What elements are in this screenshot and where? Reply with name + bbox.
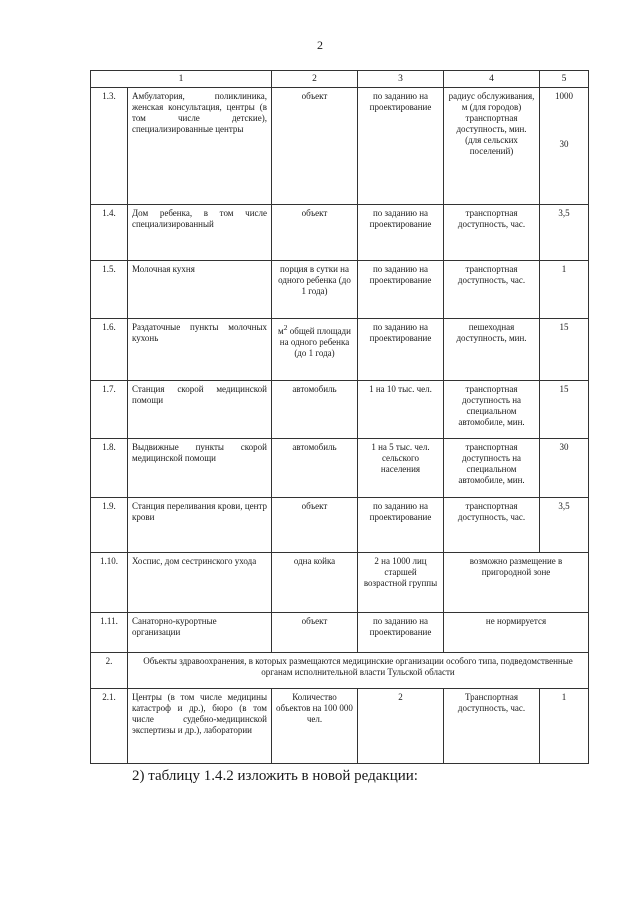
accessibility-limit: 15 <box>540 319 589 381</box>
norms-table <box>90 70 589 764</box>
accessibility-note: не нормируется <box>444 613 589 653</box>
unit-of-measure: одна койка <box>272 553 358 613</box>
norm-value: 1 на 10 тыс. чел. <box>358 381 444 439</box>
criterion-rural: транспортная доступность, мин. (для сельских поселений) <box>456 113 527 156</box>
facility-name: Центры (в том числе медицины катастроф и др.), бюро (в том числе судебно-медицинской экспертизы и др.), лаборатории <box>128 689 272 764</box>
column-header-4: 4 <box>444 71 540 88</box>
amendment-instruction: 2) таблицу 1.4.2 изложить в новой редакции: <box>132 768 418 784</box>
limit-city: 1000 <box>555 91 573 101</box>
unit-superscript: 2 <box>283 323 288 332</box>
facility-name: Санаторно-курортные организации <box>128 613 272 653</box>
table-row <box>91 439 589 498</box>
page-number: 2 <box>317 38 323 52</box>
table-row <box>91 261 589 319</box>
accessibility-criterion: транспортная доступность на специальном автомобиле, мин. <box>444 439 540 498</box>
facility-name: Молочная кухня <box>128 261 272 319</box>
row-number: 1.6. <box>91 319 128 381</box>
row-number: 1.9. <box>91 498 128 553</box>
unit-suffix: общей площади на одного ребенка (до 1 года) <box>279 326 351 358</box>
accessibility-criterion <box>444 88 540 205</box>
row-number: 1.7. <box>91 381 128 439</box>
accessibility-note: возможно размещение в пригородной зоне <box>444 553 589 613</box>
unit-prefix: м <box>278 326 284 336</box>
facility-name: Станция переливания крови, центр крови <box>128 498 272 553</box>
accessibility-limit: 15 <box>540 381 589 439</box>
facility-name: Дом ребенка, в том числе специализированный <box>128 205 272 261</box>
unit-of-measure: объект <box>272 498 358 553</box>
table-row <box>91 553 589 613</box>
row-number: 1.3. <box>91 88 128 205</box>
unit-of-measure: объект <box>272 88 358 205</box>
section-title: Объекты здравоохранения, в которых размещаются медицинские организации особого типа, подведомственные органам исполнительной власти Тульской области <box>128 653 589 689</box>
norm-value: 2 <box>358 689 444 764</box>
accessibility-criterion: транспортная доступность на специальном автомобиле, мин. <box>444 381 540 439</box>
section-number: 2. <box>91 653 128 689</box>
facility-name: Станция скорой медицинской помощи <box>128 381 272 439</box>
norm-value: по заданию на проектирование <box>358 261 444 319</box>
table-row <box>91 613 589 653</box>
accessibility-criterion: транспортная доступность, час. <box>444 205 540 261</box>
accessibility-criterion: Транспортная доступность, час. <box>444 689 540 764</box>
norm-value: по заданию на проектирование <box>358 88 444 205</box>
accessibility-limit: 1 <box>540 689 589 764</box>
accessibility-criterion: транспортная доступность, час. <box>444 498 540 553</box>
unit-of-measure: порция в сутки на одного ребенка (до 1 года) <box>272 261 358 319</box>
column-header-5: 5 <box>540 71 589 88</box>
accessibility-limit: 3,5 <box>540 205 589 261</box>
row-number: 2.1. <box>91 689 128 764</box>
row-number: 1.10. <box>91 553 128 613</box>
column-header-1: 1 <box>91 71 272 88</box>
limit-spacer <box>544 102 584 139</box>
facility-name: Раздаточные пункты молочных кухонь <box>128 319 272 381</box>
accessibility-limit: 30 <box>540 439 589 498</box>
table-row <box>91 319 589 381</box>
norm-value: по заданию на проектирование <box>358 498 444 553</box>
unit-of-measure: Количество объектов на 100 000 чел. <box>272 689 358 764</box>
row-number: 1.5. <box>91 261 128 319</box>
table-row <box>91 498 589 553</box>
criterion-city: радиус обслуживания, м (для городов) <box>448 91 535 112</box>
accessibility-limit <box>540 88 589 205</box>
limit-rural: 30 <box>559 139 569 149</box>
facility-name: Хоспис, дом сестринского ухода <box>128 553 272 613</box>
unit-of-measure: объект <box>272 613 358 653</box>
column-header-3: 3 <box>358 71 444 88</box>
accessibility-criterion: транспортная доступность, час. <box>444 261 540 319</box>
unit-of-measure: автомобиль <box>272 381 358 439</box>
facility-name: Амбулатория, поликлиника, женская консультация, центры (в том числе детские), специализированные центры <box>128 88 272 205</box>
table-row <box>91 205 589 261</box>
table-row <box>91 381 589 439</box>
unit-of-measure: автомобиль <box>272 439 358 498</box>
row-number: 1.4. <box>91 205 128 261</box>
unit-of-measure: объект <box>272 205 358 261</box>
norm-value: по заданию на проектирование <box>358 319 444 381</box>
norm-value: по заданию на проектирование <box>358 613 444 653</box>
norm-value: по заданию на проектирование <box>358 205 444 261</box>
column-header-2: 2 <box>272 71 358 88</box>
header-row <box>91 71 589 88</box>
norm-value: 1 на 5 тыс. чел. сельского населения <box>358 439 444 498</box>
row-number: 1.11. <box>91 613 128 653</box>
table-row <box>91 88 589 205</box>
accessibility-criterion: пешеходная доступность, мин. <box>444 319 540 381</box>
norm-value: 2 на 1000 лиц старшей возрастной группы <box>358 553 444 613</box>
section-row <box>91 653 589 689</box>
facility-name: Выдвижные пункты скорой медицинской помощи <box>128 439 272 498</box>
table-row <box>91 689 589 764</box>
unit-of-measure <box>272 319 358 381</box>
accessibility-limit: 3,5 <box>540 498 589 553</box>
row-number: 1.8. <box>91 439 128 498</box>
accessibility-limit: 1 <box>540 261 589 319</box>
